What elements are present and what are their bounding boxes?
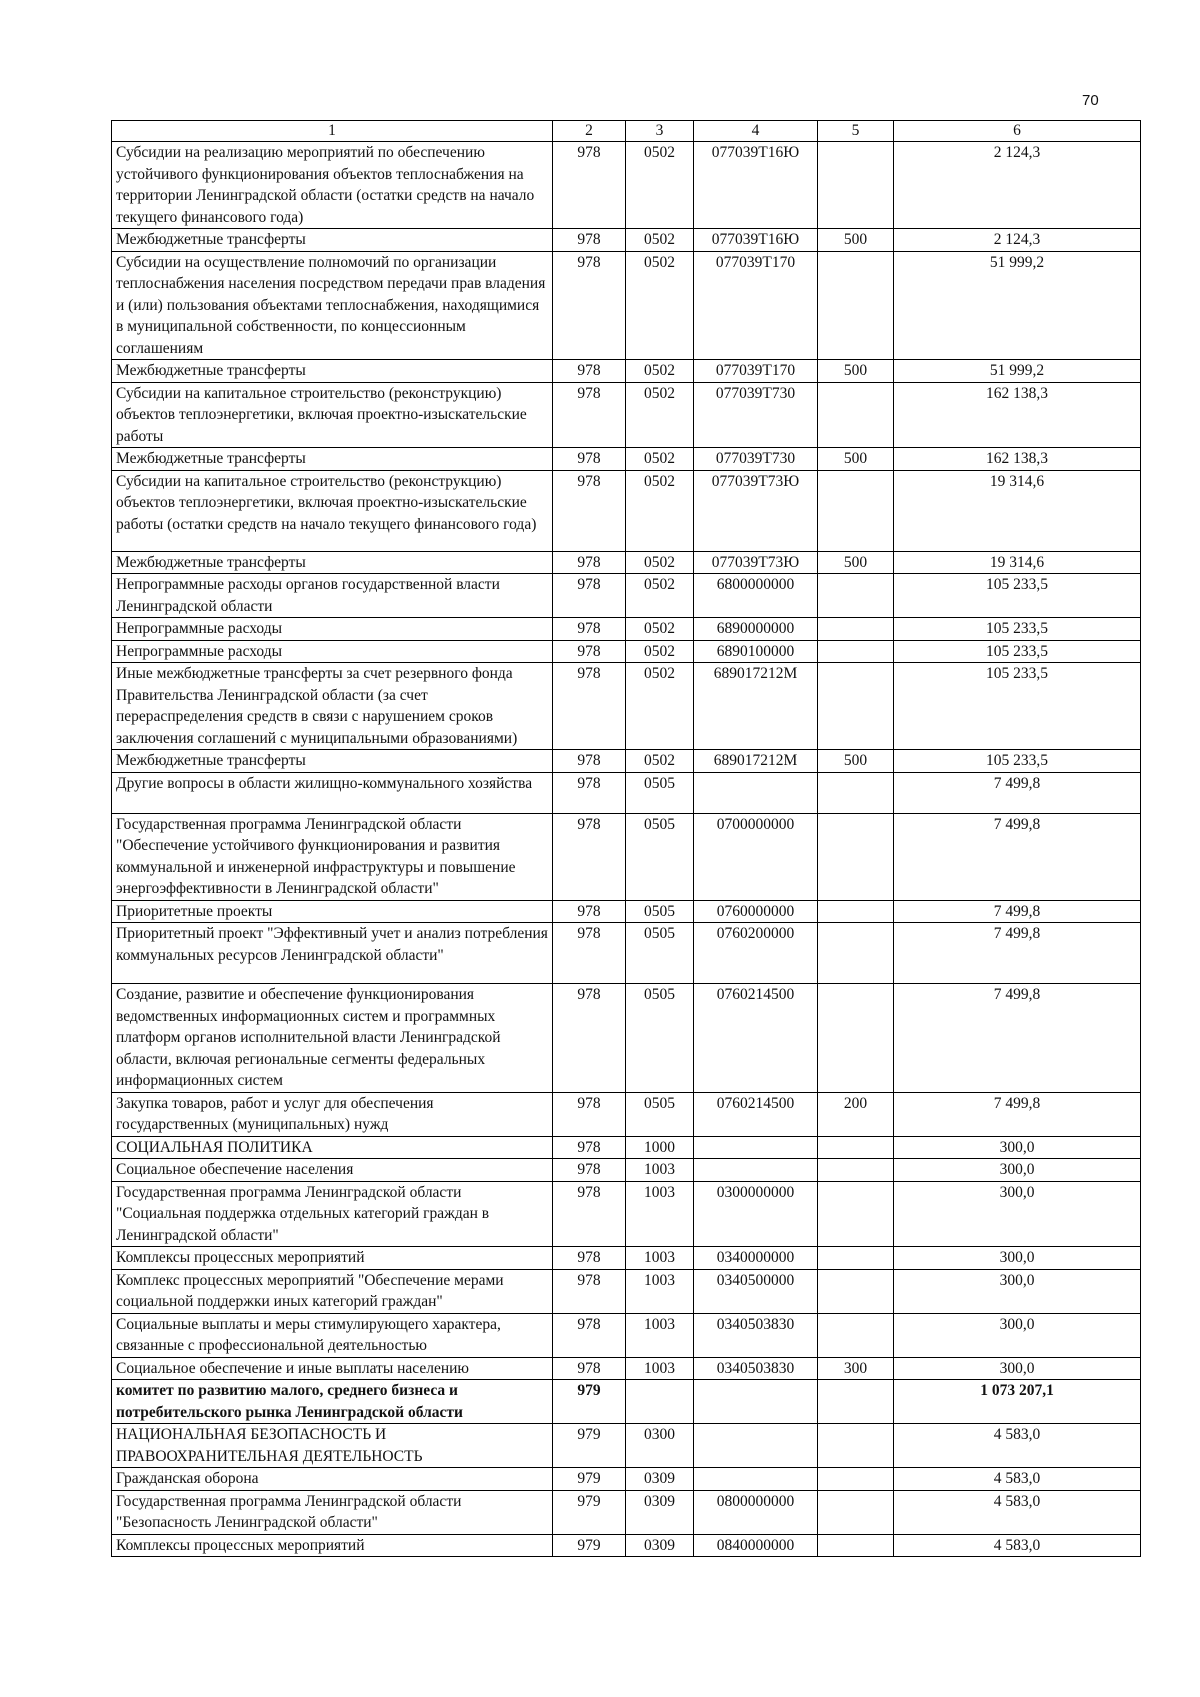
table-row xyxy=(112,663,1141,750)
row-name: Государственная программа Ленинградской области "Социальная поддержка отдельных категорий граждан в Ленинградской области" xyxy=(112,1181,553,1247)
table-row xyxy=(112,470,1141,551)
column-header-6: 6 xyxy=(894,121,1141,142)
row-expense-type xyxy=(818,1380,894,1424)
row-name: Межбюджетные трансферты xyxy=(112,448,553,471)
row-expense-type: 500 xyxy=(818,750,894,773)
row-section-code: 0309 xyxy=(626,1534,694,1557)
table-row xyxy=(112,574,1141,618)
row-amount: 7 499,8 xyxy=(894,923,1141,984)
table-row xyxy=(112,251,1141,360)
row-target-code: 689017212М xyxy=(694,750,818,773)
row-target-code: 0760214500 xyxy=(694,1092,818,1136)
row-name: Межбюджетные трансферты xyxy=(112,551,553,574)
row-amount: 51 999,2 xyxy=(894,360,1141,383)
row-name: Субсидии на капитальное строительство (реконструкцию) объектов теплоэнергетики, включая проектно-изыскательские работы (остатки средств на начало текущего финансового года) xyxy=(112,470,553,551)
row-expense-type xyxy=(818,1159,894,1182)
row-name: Субсидии на осуществление полномочий по организации теплоснабжения населения посредством передачи прав владения и (или) пользования объектами теплоснабжения, находящимися в муниципальной собственности, по концессионным соглашениям xyxy=(112,251,553,360)
row-name: Межбюджетные трансферты xyxy=(112,229,553,252)
row-amount: 4 583,0 xyxy=(894,1424,1141,1468)
row-amount: 105 233,5 xyxy=(894,663,1141,750)
row-ved-code: 978 xyxy=(553,750,626,773)
table-row xyxy=(112,1424,1141,1468)
row-expense-type xyxy=(818,900,894,923)
row-expense-type xyxy=(818,772,894,813)
table-row xyxy=(112,1159,1141,1182)
row-name: СОЦИАЛЬНАЯ ПОЛИТИКА xyxy=(112,1136,553,1159)
row-section-code: 0502 xyxy=(626,382,694,448)
row-section-code: 0505 xyxy=(626,984,694,1093)
row-target-code: 0340503830 xyxy=(694,1357,818,1380)
table-row xyxy=(112,1468,1141,1491)
row-section-code: 1000 xyxy=(626,1136,694,1159)
row-name: Межбюджетные трансферты xyxy=(112,750,553,773)
row-target-code: 6890100000 xyxy=(694,640,818,663)
row-section-code: 0505 xyxy=(626,923,694,984)
row-ved-code: 978 xyxy=(553,923,626,984)
row-ved-code: 978 xyxy=(553,772,626,813)
row-expense-type xyxy=(818,1490,894,1534)
row-ved-code: 978 xyxy=(553,1136,626,1159)
row-ved-code: 979 xyxy=(553,1468,626,1491)
row-amount: 300,0 xyxy=(894,1269,1141,1313)
row-amount: 300,0 xyxy=(894,1181,1141,1247)
row-target-code: 0700000000 xyxy=(694,813,818,900)
row-target-code: 6890000000 xyxy=(694,618,818,641)
row-section-code: 0502 xyxy=(626,640,694,663)
row-name: Приоритетные проекты xyxy=(112,900,553,923)
row-target-code: 689017212М xyxy=(694,663,818,750)
row-name: Другие вопросы в области жилищно-коммунального хозяйства xyxy=(112,772,553,813)
row-ved-code: 978 xyxy=(553,1313,626,1357)
row-ved-code: 978 xyxy=(553,551,626,574)
row-ved-code: 978 xyxy=(553,1092,626,1136)
column-header-5: 5 xyxy=(818,121,894,142)
table-row xyxy=(112,382,1141,448)
table-row xyxy=(112,1269,1141,1313)
row-target-code: 0340000000 xyxy=(694,1247,818,1270)
row-expense-type xyxy=(818,574,894,618)
table-row xyxy=(112,1490,1141,1534)
row-amount: 7 499,8 xyxy=(894,1092,1141,1136)
row-expense-type xyxy=(818,1534,894,1557)
row-section-code: 0502 xyxy=(626,750,694,773)
table-row xyxy=(112,1534,1141,1557)
row-ved-code: 978 xyxy=(553,640,626,663)
row-expense-type xyxy=(818,984,894,1093)
table-row xyxy=(112,448,1141,471)
table-row xyxy=(112,229,1141,252)
row-name: Комплекс процессных мероприятий "Обеспечение мерами социальной поддержки иных категорий граждан" xyxy=(112,1269,553,1313)
row-name: Субсидии на капитальное строительство (реконструкцию) объектов теплоэнергетики, включая проектно-изыскательские работы xyxy=(112,382,553,448)
row-amount: 1 073 207,1 xyxy=(894,1380,1141,1424)
row-amount: 4 583,0 xyxy=(894,1468,1141,1491)
row-amount: 105 233,5 xyxy=(894,750,1141,773)
row-ved-code: 978 xyxy=(553,229,626,252)
row-expense-type xyxy=(818,813,894,900)
row-amount: 7 499,8 xyxy=(894,900,1141,923)
row-target-code xyxy=(694,1380,818,1424)
row-expense-type xyxy=(818,640,894,663)
row-section-code xyxy=(626,1380,694,1424)
row-section-code: 1003 xyxy=(626,1269,694,1313)
row-amount: 7 499,8 xyxy=(894,984,1141,1093)
row-expense-type xyxy=(818,1136,894,1159)
column-header-1: 1 xyxy=(112,121,553,142)
row-section-code: 0502 xyxy=(626,618,694,641)
row-target-code: 077039Т730 xyxy=(694,448,818,471)
row-target-code: 077039Т170 xyxy=(694,251,818,360)
row-name: Непрограммные расходы органов государственной власти Ленинградской области xyxy=(112,574,553,618)
row-amount: 19 314,6 xyxy=(894,551,1141,574)
row-target-code: 0760000000 xyxy=(694,900,818,923)
row-section-code: 0502 xyxy=(626,229,694,252)
table-row xyxy=(112,1136,1141,1159)
row-ved-code: 978 xyxy=(553,1181,626,1247)
row-ved-code: 978 xyxy=(553,1247,626,1270)
row-ved-code: 978 xyxy=(553,813,626,900)
row-amount: 2 124,3 xyxy=(894,229,1141,252)
row-name: Непрограммные расходы xyxy=(112,618,553,641)
row-section-code: 1003 xyxy=(626,1159,694,1182)
row-target-code xyxy=(694,1159,818,1182)
row-ved-code: 979 xyxy=(553,1534,626,1557)
table-row xyxy=(112,813,1141,900)
row-target-code: 0840000000 xyxy=(694,1534,818,1557)
table-row xyxy=(112,750,1141,773)
table-row xyxy=(112,1092,1141,1136)
row-ved-code: 979 xyxy=(553,1380,626,1424)
row-section-code: 0505 xyxy=(626,900,694,923)
row-expense-type xyxy=(818,1247,894,1270)
table-row xyxy=(112,1313,1141,1357)
row-section-code: 0502 xyxy=(626,360,694,383)
row-name: Субсидии на реализацию мероприятий по обеспечению устойчивого функционирования объектов теплоснабжения на территории Ленинградской области (остатки средств на начало текущего финансового года) xyxy=(112,142,553,229)
header-row xyxy=(112,121,1141,142)
row-expense-type: 500 xyxy=(818,229,894,252)
row-expense-type: 500 xyxy=(818,551,894,574)
row-target-code: 0340500000 xyxy=(694,1269,818,1313)
row-section-code: 0502 xyxy=(626,663,694,750)
row-section-code: 0502 xyxy=(626,470,694,551)
table-row xyxy=(112,142,1141,229)
row-section-code: 1003 xyxy=(626,1247,694,1270)
row-amount: 300,0 xyxy=(894,1159,1141,1182)
table-row xyxy=(112,923,1141,984)
row-amount: 19 314,6 xyxy=(894,470,1141,551)
row-target-code xyxy=(694,772,818,813)
row-ved-code: 978 xyxy=(553,251,626,360)
row-target-code: 0760214500 xyxy=(694,984,818,1093)
row-expense-type: 500 xyxy=(818,360,894,383)
row-section-code: 0502 xyxy=(626,551,694,574)
row-target-code: 077039Т73Ю xyxy=(694,551,818,574)
row-expense-type xyxy=(818,663,894,750)
table-row xyxy=(112,360,1141,383)
row-ved-code: 978 xyxy=(553,574,626,618)
row-ved-code: 978 xyxy=(553,1269,626,1313)
row-section-code: 0309 xyxy=(626,1490,694,1534)
row-amount: 300,0 xyxy=(894,1313,1141,1357)
row-section-code: 0502 xyxy=(626,142,694,229)
row-name: Гражданская оборона xyxy=(112,1468,553,1491)
row-amount: 4 583,0 xyxy=(894,1490,1141,1534)
row-target-code xyxy=(694,1424,818,1468)
row-target-code: 077039Т73Ю xyxy=(694,470,818,551)
table-row xyxy=(112,640,1141,663)
row-ved-code: 978 xyxy=(553,900,626,923)
table-row xyxy=(112,551,1141,574)
row-section-code: 0309 xyxy=(626,1468,694,1491)
column-header-2: 2 xyxy=(553,121,626,142)
row-section-code: 1003 xyxy=(626,1181,694,1247)
row-expense-type: 200 xyxy=(818,1092,894,1136)
row-name: Государственная программа Ленинградской области "Безопасность Ленинградской области" xyxy=(112,1490,553,1534)
row-name: Социальное обеспечение населения xyxy=(112,1159,553,1182)
row-expense-type: 300 xyxy=(818,1357,894,1380)
row-amount: 162 138,3 xyxy=(894,382,1141,448)
row-ved-code: 979 xyxy=(553,1490,626,1534)
row-expense-type xyxy=(818,1181,894,1247)
row-expense-type xyxy=(818,470,894,551)
row-ved-code: 978 xyxy=(553,382,626,448)
row-name: Государственная программа Ленинградской области "Обеспечение устойчивого функционирования и развития коммунальной и инженерной инфраструктуры и повышение энергоэффективности в Ленинградской области" xyxy=(112,813,553,900)
row-name: Социальные выплаты и меры стимулирующего характера, связанные с профессиональной деятельностью xyxy=(112,1313,553,1357)
row-ved-code: 978 xyxy=(553,470,626,551)
row-ved-code: 978 xyxy=(553,618,626,641)
row-section-code: 0505 xyxy=(626,813,694,900)
row-target-code: 0340503830 xyxy=(694,1313,818,1357)
row-name: комитет по развитию малого, среднего бизнеса и потребительского рынка Ленинградской области xyxy=(112,1380,553,1424)
row-section-code: 0505 xyxy=(626,772,694,813)
row-name: Создание, развитие и обеспечение функционирования ведомственных информационных систем и программных платформ органов исполнительной власти Ленинградской области, включая региональные сегменты федеральных информационных систем xyxy=(112,984,553,1093)
row-name: Приоритетный проект "Эффективный учет и анализ потребления коммунальных ресурсов Ленинградской области" xyxy=(112,923,553,984)
row-expense-type xyxy=(818,1424,894,1468)
row-ved-code: 978 xyxy=(553,663,626,750)
row-target-code: 6800000000 xyxy=(694,574,818,618)
row-section-code: 0502 xyxy=(626,251,694,360)
row-name: Социальное обеспечение и иные выплаты населению xyxy=(112,1357,553,1380)
table-row xyxy=(112,772,1141,813)
row-section-code: 0502 xyxy=(626,574,694,618)
row-section-code: 1003 xyxy=(626,1313,694,1357)
row-name: Межбюджетные трансферты xyxy=(112,360,553,383)
row-expense-type xyxy=(818,1468,894,1491)
row-ved-code: 979 xyxy=(553,1424,626,1468)
page-number: 70 xyxy=(1082,92,1099,109)
table-body xyxy=(112,142,1141,1557)
row-expense-type xyxy=(818,142,894,229)
table-row xyxy=(112,1181,1141,1247)
row-expense-type xyxy=(818,923,894,984)
row-amount: 2 124,3 xyxy=(894,142,1141,229)
row-target-code: 077039Т16Ю xyxy=(694,229,818,252)
row-section-code: 1003 xyxy=(626,1357,694,1380)
row-target-code xyxy=(694,1136,818,1159)
row-ved-code: 978 xyxy=(553,1159,626,1182)
row-ved-code: 978 xyxy=(553,448,626,471)
row-expense-type xyxy=(818,1269,894,1313)
row-target-code: 0300000000 xyxy=(694,1181,818,1247)
row-target-code: 0760200000 xyxy=(694,923,818,984)
table-row xyxy=(112,900,1141,923)
row-amount: 300,0 xyxy=(894,1357,1141,1380)
row-amount: 300,0 xyxy=(894,1136,1141,1159)
row-ved-code: 978 xyxy=(553,360,626,383)
row-name: НАЦИОНАЛЬНАЯ БЕЗОПАСНОСТЬ И ПРАВООХРАНИТЕЛЬНАЯ ДЕЯТЕЛЬНОСТЬ xyxy=(112,1424,553,1468)
row-amount: 51 999,2 xyxy=(894,251,1141,360)
row-amount: 7 499,8 xyxy=(894,813,1141,900)
row-amount: 105 233,5 xyxy=(894,618,1141,641)
row-target-code: 0800000000 xyxy=(694,1490,818,1534)
row-target-code: 077039Т16Ю xyxy=(694,142,818,229)
row-target-code: 077039Т730 xyxy=(694,382,818,448)
row-name: Непрограммные расходы xyxy=(112,640,553,663)
column-header-4: 4 xyxy=(694,121,818,142)
table-row xyxy=(112,618,1141,641)
row-name: Комплексы процессных мероприятий xyxy=(112,1534,553,1557)
row-expense-type xyxy=(818,382,894,448)
row-name: Комплексы процессных мероприятий xyxy=(112,1247,553,1270)
row-amount: 4 583,0 xyxy=(894,1534,1141,1557)
row-amount: 105 233,5 xyxy=(894,640,1141,663)
row-section-code: 0502 xyxy=(626,448,694,471)
table-row xyxy=(112,1357,1141,1380)
row-section-code: 0300 xyxy=(626,1424,694,1468)
table-row xyxy=(112,984,1141,1093)
row-section-code: 0505 xyxy=(626,1092,694,1136)
row-ved-code: 978 xyxy=(553,984,626,1093)
budget-table xyxy=(111,120,1141,1557)
row-target-code: 077039Т170 xyxy=(694,360,818,383)
row-expense-type: 500 xyxy=(818,448,894,471)
table-row xyxy=(112,1380,1141,1424)
table-row xyxy=(112,1247,1141,1270)
row-amount: 105 233,5 xyxy=(894,574,1141,618)
row-ved-code: 978 xyxy=(553,142,626,229)
row-amount: 162 138,3 xyxy=(894,448,1141,471)
row-amount: 7 499,8 xyxy=(894,772,1141,813)
row-expense-type xyxy=(818,251,894,360)
column-header-3: 3 xyxy=(626,121,694,142)
row-expense-type xyxy=(818,1313,894,1357)
row-name: Иные межбюджетные трансферты за счет резервного фонда Правительства Ленинградской области (за счет перераспределения средств в связи с нарушением сроков заключения соглашений с муниципальными образованиями) xyxy=(112,663,553,750)
row-name: Закупка товаров, работ и услуг для обеспечения государственных (муниципальных) нужд xyxy=(112,1092,553,1136)
row-expense-type xyxy=(818,618,894,641)
row-amount: 300,0 xyxy=(894,1247,1141,1270)
row-ved-code: 978 xyxy=(553,1357,626,1380)
row-target-code xyxy=(694,1468,818,1491)
